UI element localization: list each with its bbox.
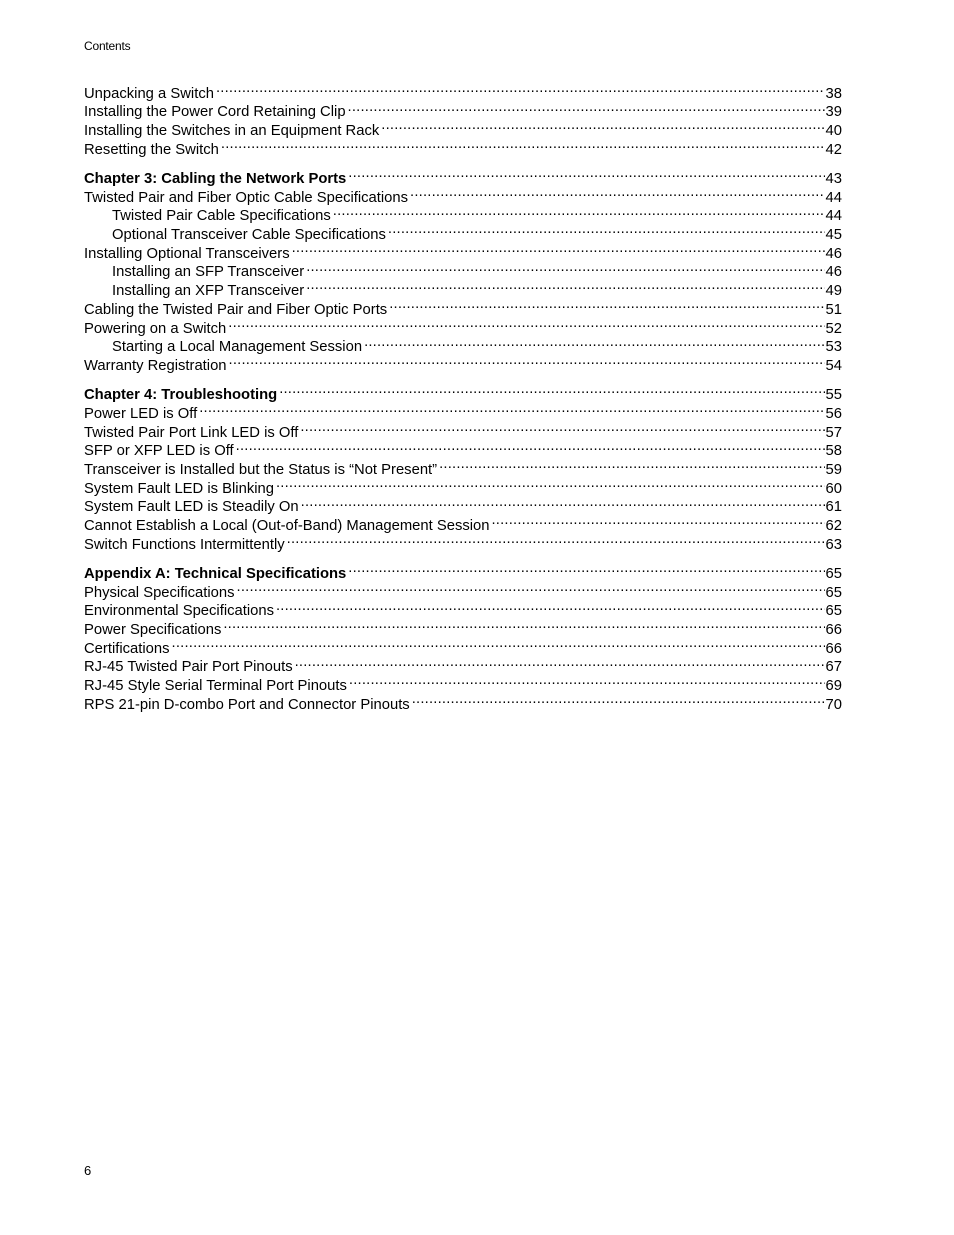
toc-entry-title: RJ-45 Twisted Pair Port Pinouts xyxy=(84,659,293,676)
toc-entry-title: Starting a Local Management Session xyxy=(112,339,363,356)
toc-entry-title: Installing an XFP Transceiver xyxy=(112,283,305,300)
toc-entry-title: Cabling the Twisted Pair and Fiber Optic Ports xyxy=(84,301,388,318)
toc-entry-title: Powering on a Switch xyxy=(84,320,227,337)
toc-entry-title: Chapter 3: Cabling the Network Ports xyxy=(84,171,347,188)
dot-leader xyxy=(409,183,824,202)
toc-page-number: 54 xyxy=(825,357,842,374)
toc-section xyxy=(84,164,842,374)
toc-page-number: 57 xyxy=(825,424,842,441)
toc-page-number: 43 xyxy=(825,171,842,188)
toc-page-number: 55 xyxy=(825,387,842,404)
toc-page-number: 52 xyxy=(825,320,842,337)
toc-entry[interactable] xyxy=(84,653,842,676)
toc-entry-title: System Fault LED is Blinking xyxy=(84,480,274,497)
dot-leader xyxy=(198,399,824,418)
toc-page-number: 53 xyxy=(825,339,842,356)
toc-page-number: 66 xyxy=(825,622,842,639)
running-header: Contents xyxy=(84,39,131,53)
toc-entry-title: Switch Functions Intermittently xyxy=(84,536,285,553)
dot-leader xyxy=(347,164,824,183)
page-number: 6 xyxy=(84,1163,92,1178)
toc-page-number: 59 xyxy=(825,461,842,478)
toc-section xyxy=(84,381,842,553)
toc-page-number: 60 xyxy=(825,480,842,497)
toc-page-number: 56 xyxy=(825,405,842,422)
dot-leader xyxy=(286,530,825,549)
toc-page-number: 44 xyxy=(825,208,842,225)
toc-page-number: 67 xyxy=(825,659,842,676)
dot-leader xyxy=(291,239,825,258)
toc-entry-title: Physical Specifications xyxy=(84,584,235,601)
toc-page-number: 38 xyxy=(825,85,842,102)
dot-leader xyxy=(305,276,824,295)
toc-page-number: 63 xyxy=(825,536,842,553)
toc-entry-title: Twisted Pair and Fiber Optic Cable Specifications xyxy=(84,189,409,206)
toc-entry-title: RPS 21-pin D-combo Port and Connector Pinouts xyxy=(84,696,410,713)
toc-entry-title: Installing Optional Transceivers xyxy=(84,245,290,262)
toc-page-number: 39 xyxy=(825,104,842,121)
toc-page-number: 49 xyxy=(825,283,842,300)
toc-page-number: 58 xyxy=(825,443,842,460)
toc-entry[interactable] xyxy=(84,418,842,441)
dot-leader xyxy=(235,437,825,456)
dot-leader xyxy=(215,79,825,98)
dot-leader xyxy=(222,615,824,634)
toc-page-number: 65 xyxy=(825,584,842,601)
toc-chapter-heading[interactable] xyxy=(84,381,842,404)
dot-leader xyxy=(348,671,825,690)
dot-leader xyxy=(275,474,825,493)
toc-page-number: 51 xyxy=(825,301,842,318)
dot-leader xyxy=(332,202,825,221)
toc-page-number: 70 xyxy=(825,696,842,713)
toc-entry-title: Warranty Registration xyxy=(84,357,227,374)
toc-entry-title: Optional Transceiver Cable Specifications xyxy=(112,227,386,244)
toc-entry-title: Chapter 4: Troubleshooting xyxy=(84,387,278,404)
toc-page-number: 46 xyxy=(825,264,842,281)
toc-entry[interactable] xyxy=(84,79,842,102)
dot-leader xyxy=(387,220,825,239)
dot-leader xyxy=(275,597,825,616)
toc-entry-title: Cannot Establish a Local (Out-of-Band) Management Session xyxy=(84,518,490,534)
dot-leader xyxy=(491,511,825,530)
toc-entry-title: Resetting the Switch xyxy=(84,141,219,158)
toc-entry-title: Power Specifications xyxy=(84,622,222,639)
dot-leader xyxy=(347,559,824,578)
toc-entry-title: Unpacking a Switch xyxy=(84,85,214,102)
toc-section xyxy=(84,79,842,158)
table-of-contents xyxy=(84,79,842,719)
dot-leader xyxy=(294,653,825,672)
dot-leader xyxy=(227,314,824,333)
dot-leader xyxy=(171,634,825,653)
toc-entry-title: Twisted Pair Port Link LED is Off xyxy=(84,424,299,441)
toc-page-number: 46 xyxy=(825,245,842,262)
dot-leader xyxy=(347,98,825,117)
toc-entry-title: Appendix A: Technical Specifications xyxy=(84,565,347,582)
toc-page-number: 65 xyxy=(825,603,842,620)
toc-entry[interactable] xyxy=(84,399,842,422)
toc-chapter-heading[interactable] xyxy=(84,164,842,188)
toc-entry-title: Transceiver is Installed but the Status is “Not Present” xyxy=(84,461,438,478)
dot-leader xyxy=(305,258,824,277)
toc-entry-title: SFP or XFP LED is Off xyxy=(84,443,234,460)
dot-leader xyxy=(220,135,825,154)
dot-leader xyxy=(278,381,824,400)
toc-section xyxy=(84,559,842,713)
toc-page-number: 62 xyxy=(825,518,842,534)
toc-entry-title: Environmental Specifications xyxy=(84,603,274,620)
toc-entry-title: Installing the Power Cord Retaining Clip xyxy=(84,104,346,121)
toc-entry[interactable] xyxy=(84,634,842,657)
toc-page-number: 65 xyxy=(825,565,842,582)
toc-page-number: 45 xyxy=(825,227,842,244)
toc-entry-title: Twisted Pair Cable Specifications xyxy=(112,208,331,225)
dot-leader xyxy=(388,295,824,314)
toc-entry-title: Installing the Switches in an Equipment Rack xyxy=(84,123,380,140)
toc-page-number: 44 xyxy=(825,189,842,206)
toc-page-number: 66 xyxy=(825,640,842,657)
toc-entry-title: Certifications xyxy=(84,640,170,657)
toc-page-number: 40 xyxy=(825,123,842,140)
toc-entry-title: RJ-45 Style Serial Terminal Port Pinouts xyxy=(84,678,347,695)
dot-leader xyxy=(380,116,824,135)
dot-leader xyxy=(363,333,824,352)
dot-leader xyxy=(438,455,824,474)
dot-leader xyxy=(236,578,825,597)
toc-page-number: 69 xyxy=(825,678,842,695)
dot-leader xyxy=(299,418,824,437)
toc-entry-title: System Fault LED is Steadily On xyxy=(84,499,299,516)
toc-chapter-heading[interactable] xyxy=(84,559,842,582)
toc-entry-title: Power LED is Off xyxy=(84,405,198,422)
toc-page-number: 42 xyxy=(825,141,842,158)
dot-leader xyxy=(228,351,825,370)
dot-leader xyxy=(300,493,825,512)
toc-page-number: 61 xyxy=(825,499,842,516)
dot-leader xyxy=(411,690,825,709)
toc-entry-title: Installing an SFP Transceiver xyxy=(112,264,305,281)
